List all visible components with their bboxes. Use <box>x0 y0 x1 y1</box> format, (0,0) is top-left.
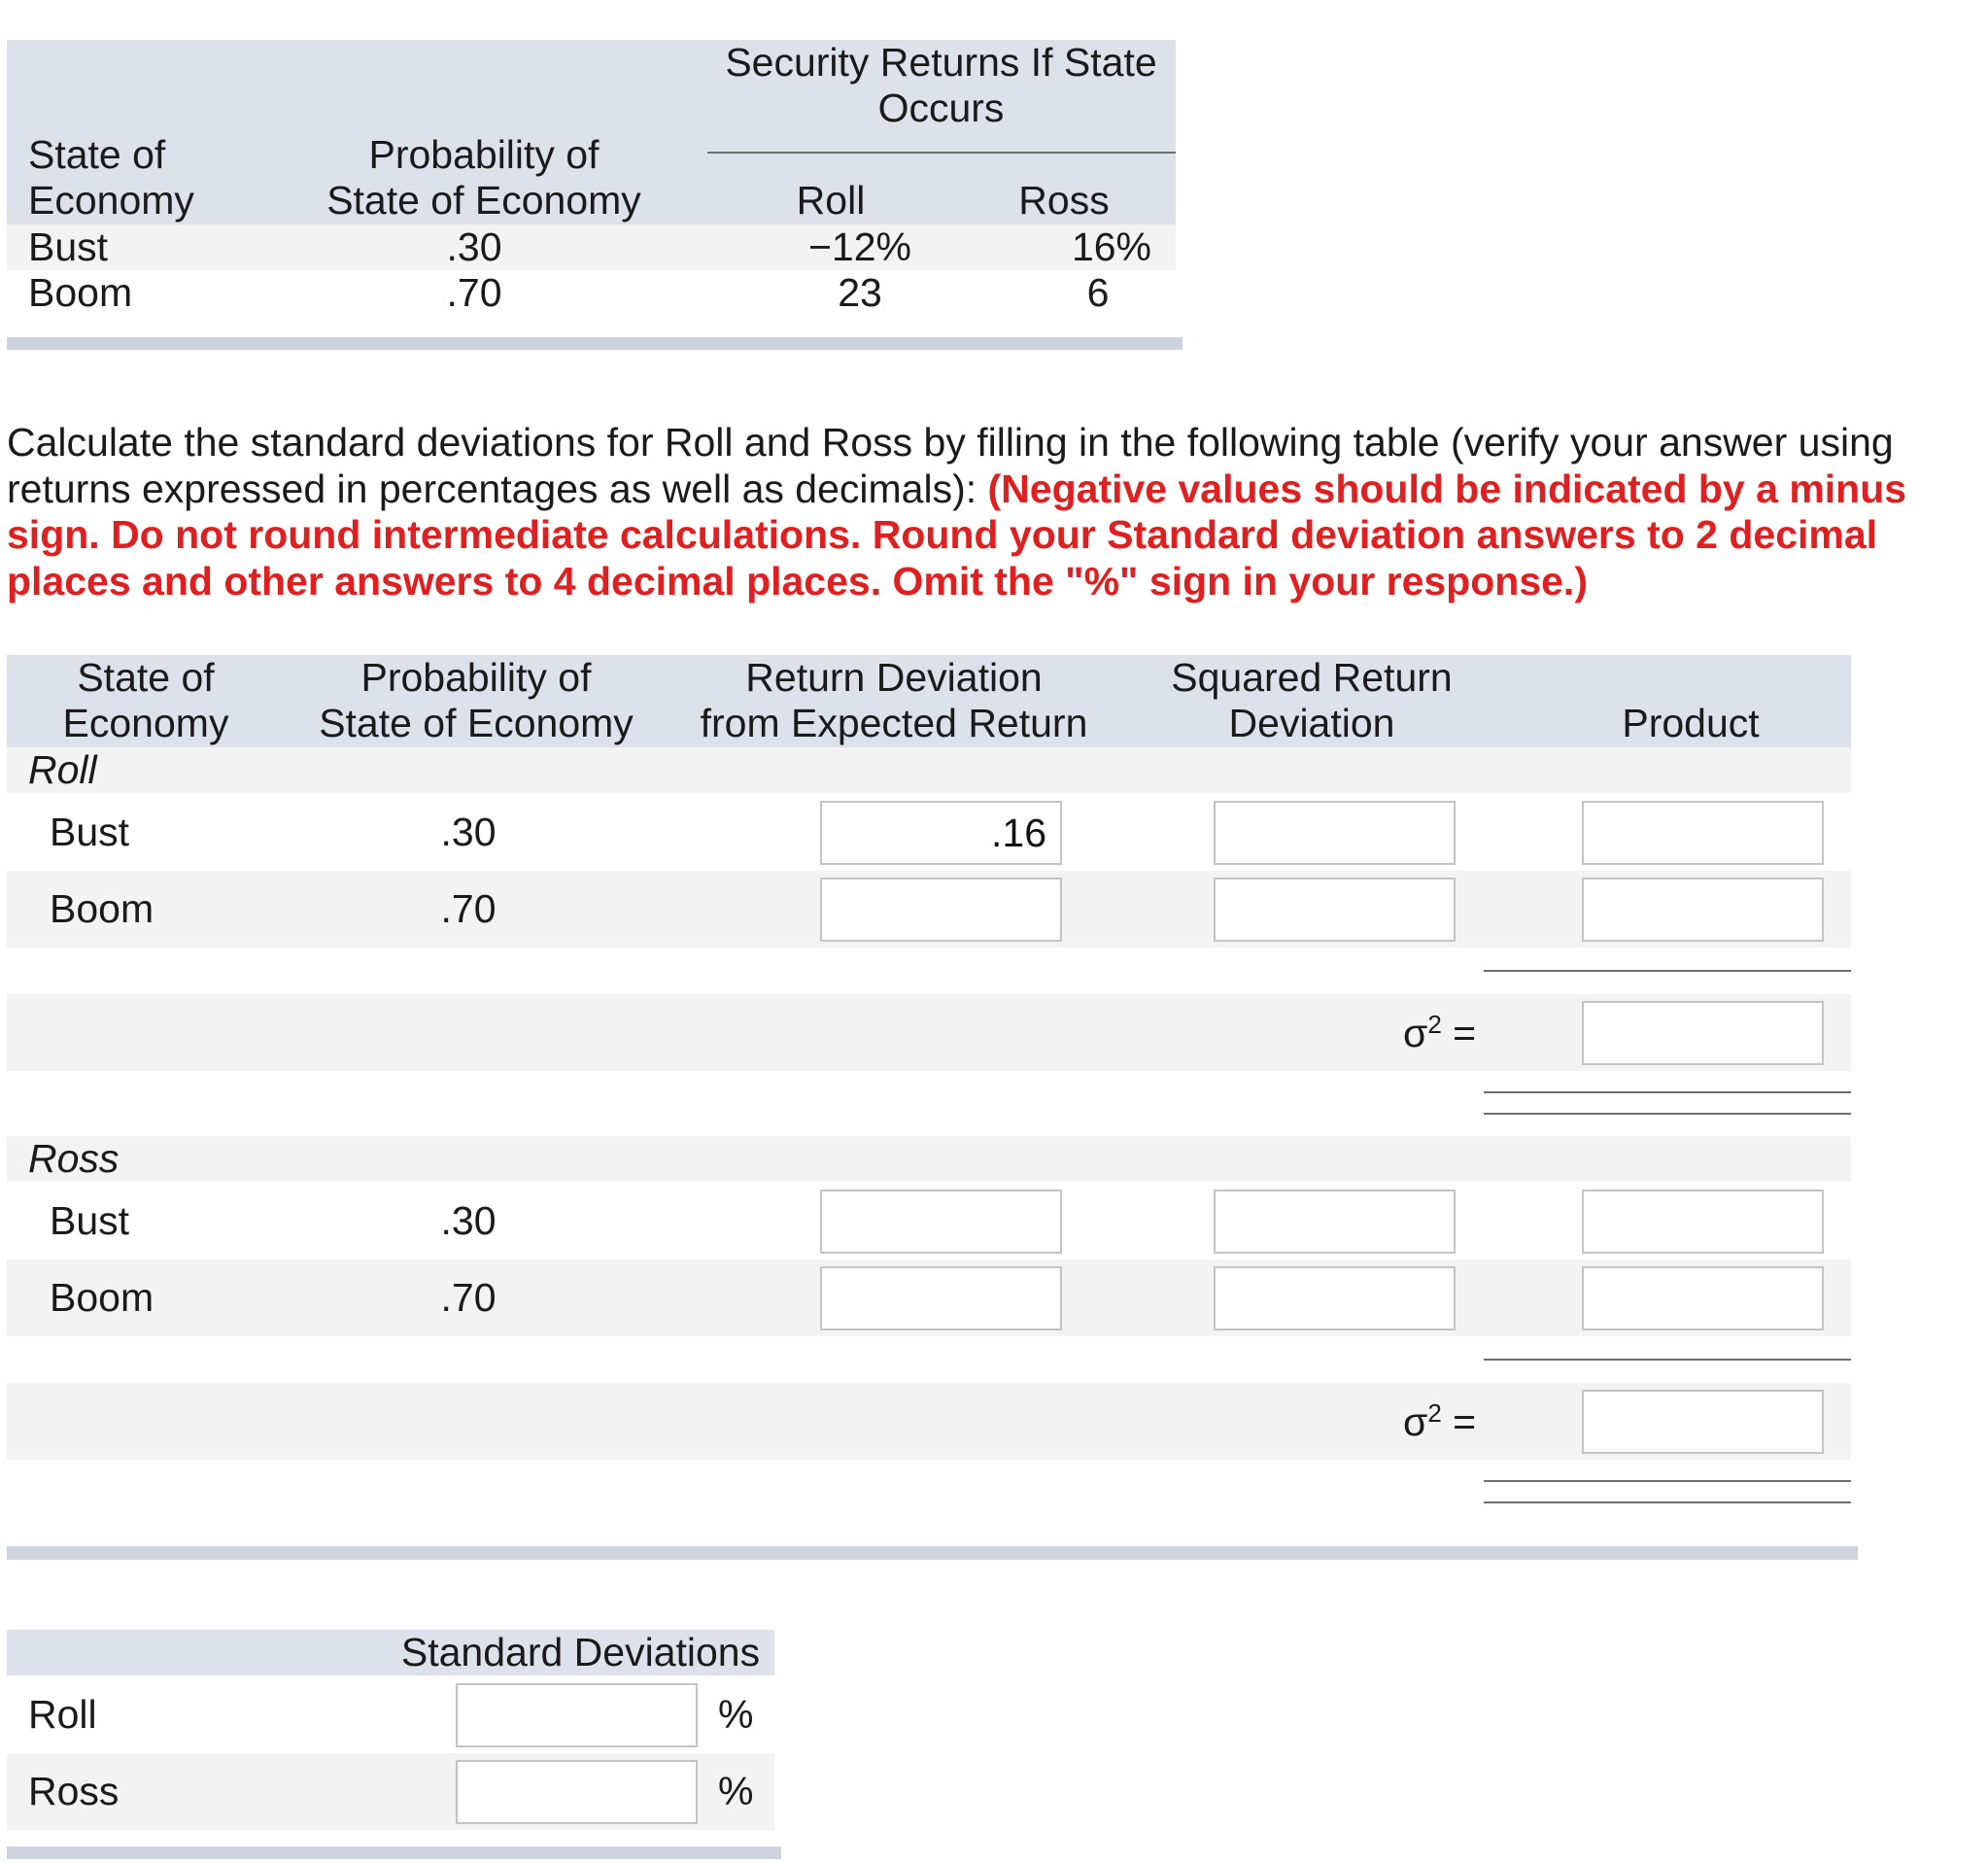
t1-row-bust-prob: .30 <box>446 224 502 269</box>
std-dev-ross-unit: % <box>718 1769 754 1813</box>
roll-sum-rule <box>1484 970 1851 972</box>
ross-boom-squared-input[interactable] <box>1214 1266 1456 1330</box>
ross-total-rule-1 <box>1484 1480 1851 1482</box>
t2-col-dev-line1: Return Deviation <box>745 655 1043 700</box>
instructions-note: (Negative values should be indicated by a minus sign. Do not round intermediate calculations. Round your Standard deviation answers to 2 decimal places and other answers to 4 decimal places. Omit the "%" sign in your response.) <box>7 466 1907 604</box>
std-dev-ross-input[interactable] <box>456 1760 698 1824</box>
t2-col-state-line1: State of <box>77 655 215 700</box>
roll-total-rule-1 <box>1484 1091 1851 1093</box>
std-dev-ross-label: Ross <box>28 1769 120 1813</box>
ross-bust-squared-input[interactable] <box>1214 1190 1456 1254</box>
ross-boom-prob: .70 <box>440 1275 497 1320</box>
roll-bust-deviation-input[interactable] <box>820 801 1062 865</box>
roll-variance-label: $\sigma^2$ = <box>1403 1010 1477 1055</box>
t1-row-boom-prob: .70 <box>446 270 502 315</box>
ross-variance-row-bg <box>7 1383 1851 1460</box>
instructions <box>7 420 1950 604</box>
ross-section-bg <box>7 1136 1851 1182</box>
t2-col-product: Product <box>1622 701 1760 745</box>
roll-boom-squared-input[interactable] <box>1214 878 1456 942</box>
roll-variance-input[interactable] <box>1582 1001 1824 1065</box>
ross-bust-deviation-input[interactable] <box>820 1190 1062 1254</box>
col-state-line2: Economy <box>28 178 194 223</box>
table2-bottom-bar <box>7 1546 1858 1560</box>
section-ross-label: Ross <box>28 1136 120 1181</box>
table3-bottom-bar <box>7 1846 781 1859</box>
ross-bust-product-input[interactable] <box>1582 1190 1824 1254</box>
instructions-text: Calculate the standard deviations for Roll and Ross by filling in the following table (verify your answer using returns expressed in percentages as well as decimals): <box>7 420 1894 511</box>
ross-boom-deviation-input[interactable] <box>820 1266 1062 1330</box>
roll-boom-prob: .70 <box>440 886 497 931</box>
t1-row-bust-state: Bust <box>28 224 109 269</box>
roll-bust-prob: .30 <box>440 810 497 854</box>
t1-row-bust-roll: −12% <box>807 224 911 269</box>
t2-col-dev-line2: from Expected Return <box>700 701 1088 745</box>
t2-col-sq-line2: Deviation <box>1228 701 1395 745</box>
col-prob-line1: Probability of <box>368 132 600 177</box>
group-header-line2: Occurs <box>877 86 1005 130</box>
ross-sum-rule <box>1484 1359 1851 1361</box>
group-header-line1: Security Returns If State <box>725 40 1157 85</box>
roll-total-rule-2 <box>1484 1113 1851 1115</box>
ross-total-rule-2 <box>1484 1501 1851 1503</box>
roll-section-bg <box>7 747 1851 793</box>
t2-col-prob-line2: State of Economy <box>319 701 634 745</box>
col-roll: Roll <box>796 178 866 223</box>
roll-bust-state: Bust <box>50 810 130 854</box>
ross-bust-prob: .30 <box>440 1198 497 1243</box>
t2-col-state-line2: Economy <box>62 701 229 745</box>
roll-boom-product-input[interactable] <box>1582 878 1824 942</box>
std-dev-roll-label: Roll <box>28 1692 97 1737</box>
roll-bust-product-input[interactable] <box>1582 801 1824 865</box>
ross-bust-state: Bust <box>50 1198 130 1243</box>
roll-boom-deviation-input[interactable] <box>820 878 1062 942</box>
table1-bottom-bar <box>7 337 1183 350</box>
std-dev-roll-unit: % <box>718 1692 754 1737</box>
t2-col-prob-line1: Probability of <box>360 655 592 700</box>
t1-row-boom-roll: 23 <box>838 270 882 315</box>
t2-col-sq-line1: Squared Return <box>1171 655 1453 700</box>
col-ross: Ross <box>1018 178 1110 223</box>
ross-variance-input[interactable] <box>1582 1390 1824 1454</box>
col-state-line1: State of <box>28 132 166 177</box>
ross-variance-label: $\sigma^2$ = <box>1403 1398 1477 1444</box>
ross-boom-state: Boom <box>50 1275 154 1320</box>
group-header-rule <box>707 152 1176 154</box>
t1-row-boom-state: Boom <box>28 270 133 315</box>
roll-bust-squared-input[interactable] <box>1214 801 1456 865</box>
roll-variance-row-bg <box>7 994 1851 1071</box>
std-dev-header: Standard Deviations <box>400 1630 761 1674</box>
section-roll-label: Roll <box>28 747 97 792</box>
roll-boom-state: Boom <box>50 886 154 931</box>
col-prob-line2: State of Economy <box>326 178 641 223</box>
std-dev-roll-input[interactable] <box>456 1683 698 1747</box>
t1-row-bust-ross: 16% <box>1071 224 1151 269</box>
ross-boom-product-input[interactable] <box>1582 1266 1824 1330</box>
t1-row-boom-ross: 6 <box>1086 270 1110 315</box>
